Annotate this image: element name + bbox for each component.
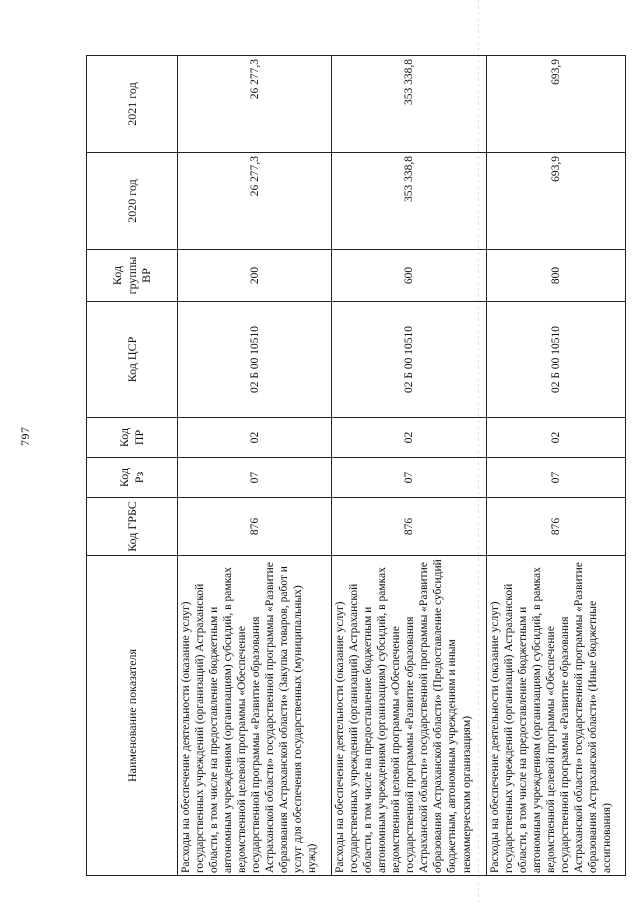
header-vr: Код группы ВР bbox=[87, 250, 178, 302]
row-rz: 07 bbox=[178, 458, 332, 498]
row-2020: 693,9 bbox=[486, 153, 625, 250]
row-csr: 02 Б 00 10510 bbox=[332, 302, 486, 418]
header-pr: Код ПР bbox=[87, 418, 178, 458]
table-header-row bbox=[87, 56, 178, 876]
page-number: 797 bbox=[18, 426, 32, 446]
rotated-table-container bbox=[86, 56, 626, 876]
row-vr: 200 bbox=[178, 250, 332, 302]
header-2021: 2021 год bbox=[87, 56, 178, 153]
row-vr: 800 bbox=[486, 250, 625, 302]
row-name: Расходы на обеспечение деятельности (оказание услуг) государственных учреждений (организаций) Астраханской области, в том числе на предоставление бюджетным и автономным учреждениям (организациям) субсидий, в рамках ведомственной целевой программы «Обеспечение государственной программы «Развитие образования Астраханской области» государственной программы «Развитие образования Астраханской области» (Предоставление субсидий бюджетным, автономным учреждениям и иным некоммерческим организациям) bbox=[332, 556, 486, 876]
row-name: Расходы на обеспечение деятельности (оказание услуг) государственных учреждений (организаций) Астраханской области, в том числе на предоставление бюджетным и автономным учреждениям (организациям) субсидий, в рамках ведомственной целевой программы «Обеспечение государственной программы «Развитие образования Астраханской области» государственной программы «Развитие образования Астраханской области» (Иные бюджетные ассигнования) bbox=[486, 556, 625, 876]
row-rz: 07 bbox=[486, 458, 625, 498]
row-csr: 02 Б 00 10510 bbox=[178, 302, 332, 418]
budget-table bbox=[86, 55, 626, 876]
table-row bbox=[332, 56, 486, 876]
header-csr: Код ЦСР bbox=[87, 302, 178, 418]
row-2021: 693,9 bbox=[486, 56, 625, 153]
row-2021: 353 338,8 bbox=[332, 56, 486, 153]
header-grbs: Код ГРБС bbox=[87, 498, 178, 556]
table-row bbox=[486, 56, 625, 876]
row-pr: 02 bbox=[332, 418, 486, 458]
table-row bbox=[178, 56, 332, 876]
row-grbs: 876 bbox=[486, 498, 625, 556]
row-grbs: 876 bbox=[332, 498, 486, 556]
row-2020: 353 338,8 bbox=[332, 153, 486, 250]
row-vr: 600 bbox=[332, 250, 486, 302]
header-2020: 2020 год bbox=[87, 153, 178, 250]
row-2021: 26 277,3 bbox=[178, 56, 332, 153]
row-csr: 02 Б 00 10510 bbox=[486, 302, 625, 418]
row-pr: 02 bbox=[486, 418, 625, 458]
header-rz: Код Рз bbox=[87, 458, 178, 498]
row-rz: 07 bbox=[332, 458, 486, 498]
row-grbs: 876 bbox=[178, 498, 332, 556]
row-name: Расходы на обеспечение деятельности (оказание услуг) государственных учреждений (организаций) Астраханской области, в том числе на предоставление бюджетным и автономным учреждениям (организациям) субсидий, в рамках ведомственной целевой программы «Обеспечение государственной программы «Развитие образования Астраханской области» государственной программы «Развитие образования Астраханской области» (Закупка товаров, работ и услуг для обеспечения государственных (муниципальных) нужд) bbox=[178, 556, 332, 876]
header-name: Наименование показателя bbox=[87, 556, 178, 876]
row-2020: 26 277,3 bbox=[178, 153, 332, 250]
row-pr: 02 bbox=[178, 418, 332, 458]
